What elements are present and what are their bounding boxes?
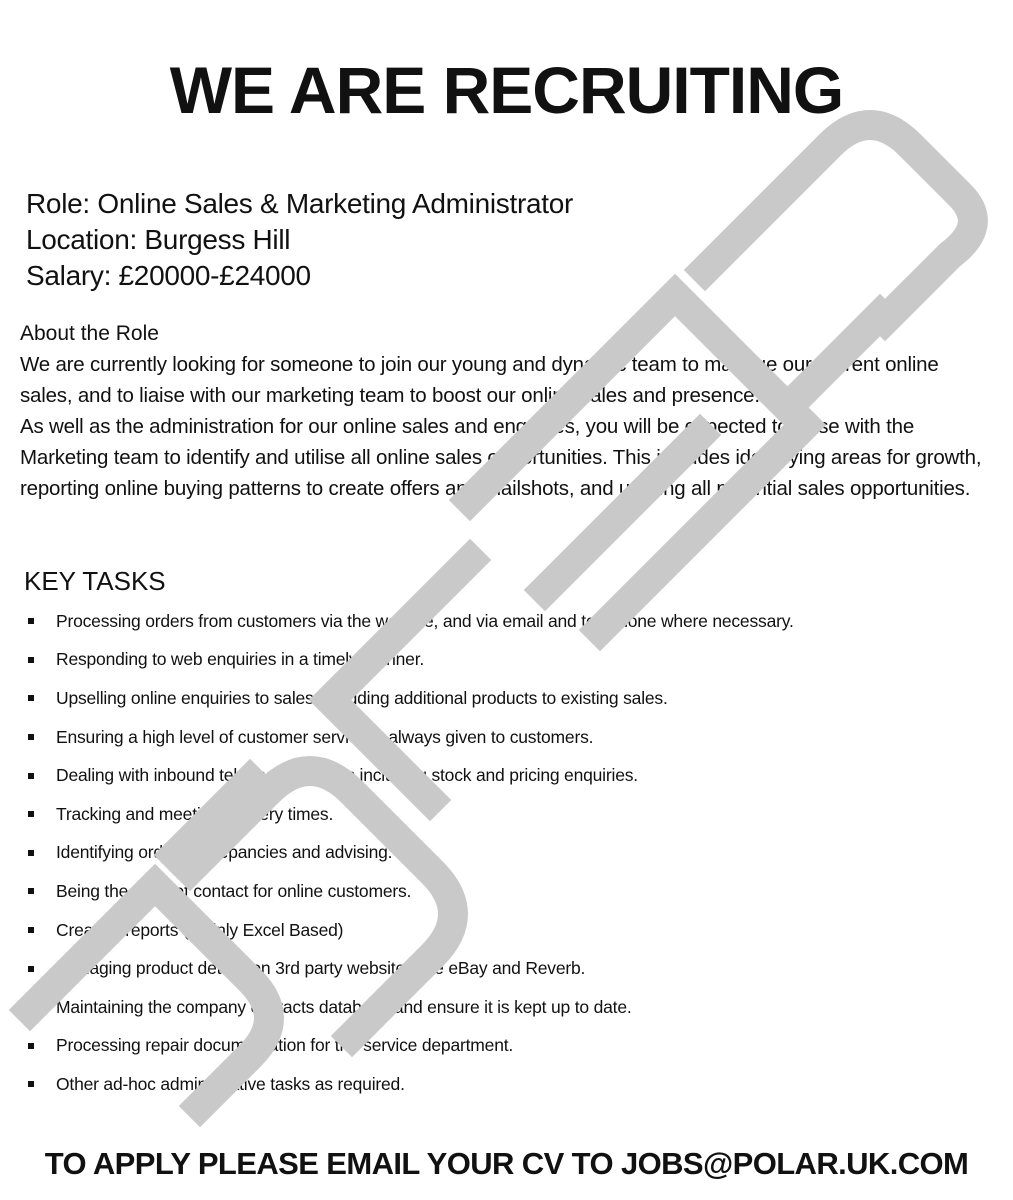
task-text: Other ad-hoc administrative tasks as required. [56,1073,405,1094]
about-heading: About the Role [20,322,159,345]
job-location: Location: Burgess Hill [26,224,291,255]
task-text: Managing product details on 3rd party websites like eBay and Reverb. [56,958,586,979]
about-body [20,349,995,504]
bullet-icon [28,1081,34,1087]
job-role: Role: Online Sales & Marketing Administrator [26,188,574,219]
bullet-icon [28,850,34,856]
bullet-icon [28,695,34,701]
list-item [24,602,984,641]
about-section [20,318,995,504]
list-item [24,795,984,834]
task-text: Dealing with inbound telephone queries including stock and pricing enquiries. [56,765,638,786]
task-text: Identifying order discrepancies and advising. [56,842,393,863]
bullet-icon [28,811,34,817]
list-item [24,718,984,757]
key-tasks-heading: KEY TASKS [24,566,166,596]
about-paragraph: We are currently looking for someone to join our young and dynamic team to manage our current online sales, and to liaise with our marketing team to boost our online sales and presence. [20,353,939,407]
key-tasks-section [24,564,984,1104]
about-paragraph: As well as the administration for our online sales and enquiries, you will be expected to liaise with the Marketing team to identify and utilise all online sales opportunities. This includes identifying areas for growth, reporting online buying patterns to create offers and mailshots, and utilising all potential sales opportunities. [20,415,982,500]
task-text: Upselling online enquiries to sales or adding additional products to existing sales. [56,687,668,708]
bullet-icon [28,657,34,663]
list-item [24,911,984,950]
list-item [24,756,984,795]
list-item [24,1027,984,1066]
task-text: Processing orders from customers via the website, and via email and telephone where necessary. [56,610,794,631]
job-summary [26,186,573,294]
watermark-letter-r [705,125,973,320]
list-item [24,1065,984,1104]
task-text: Processing repair documentation for the service department. [56,1035,514,1056]
list-item [24,834,984,873]
bullet-icon [28,888,34,894]
bullet-icon [28,927,34,933]
task-text: Creating reports (Mainly Excel Based) [56,919,344,940]
list-item [24,679,984,718]
bullet-icon [28,1043,34,1049]
bullet-icon [28,734,34,740]
key-tasks-list [24,602,984,1104]
list-item [24,641,984,680]
bullet-icon [28,1004,34,1010]
job-salary: Salary: £20000-£24000 [26,260,311,291]
bullet-icon [28,966,34,972]
list-item [24,949,984,988]
apply-instructions: TO APPLY PLEASE EMAIL YOUR CV TO JOBS@POLAR.UK.COM [44,1146,969,1181]
bullet-icon [28,773,34,779]
task-text: Tracking and meeting delivery times. [56,803,334,824]
bullet-icon [28,618,34,624]
list-item [24,988,984,1027]
task-text: Being the point of contact for online customers. [56,880,412,901]
page-title: WE ARE RECRUITING [169,53,844,127]
task-text: Maintaining the company contacts database and ensure it is kept up to date. [56,996,632,1017]
list-item [24,872,984,911]
task-text: Ensuring a high level of customer service is always given to customers. [56,726,594,747]
task-text: Responding to web enquiries in a timely manner. [56,649,425,670]
